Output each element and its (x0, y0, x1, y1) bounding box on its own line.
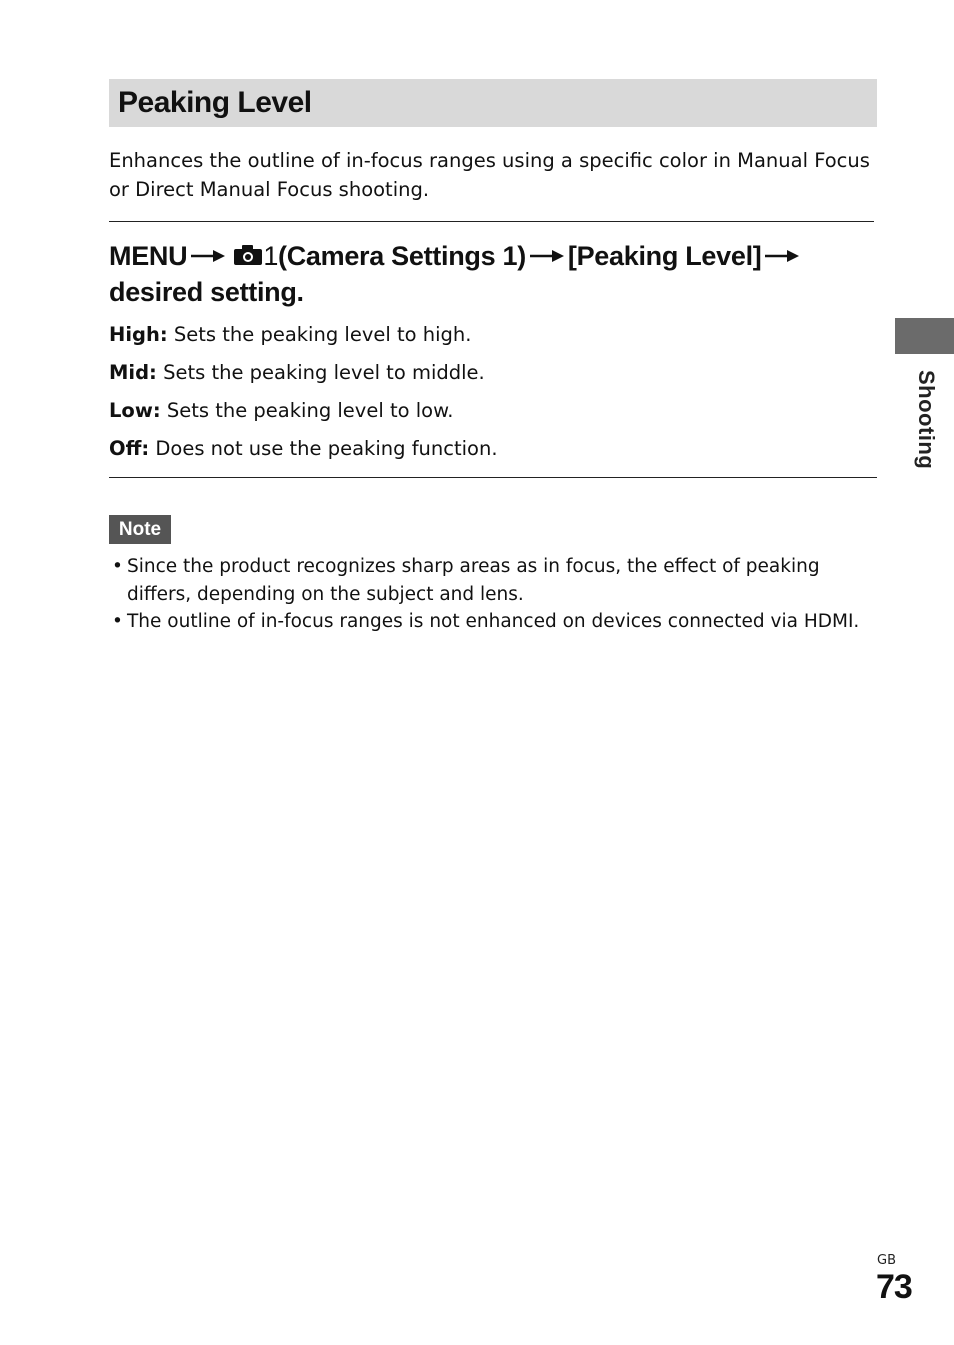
intro-text: Enhances the outline of in-focus ranges using a specific color in Manual Focus or Direct Manual Focus shooting. (109, 149, 870, 201)
camera-settings-number: 1 (263, 241, 279, 271)
option-item (109, 430, 879, 468)
menu-label: MENU (109, 241, 188, 271)
camera-icon (233, 244, 263, 266)
menu-path (109, 238, 869, 310)
arrow-right-icon (765, 249, 799, 263)
notes-list (112, 553, 862, 636)
menu-step-camera-settings: (Camera Settings 1) (278, 241, 526, 271)
page-title: Peaking Level (118, 86, 312, 119)
bottom-divider (109, 477, 877, 478)
option-desc: Sets the peaking level to high. (173, 323, 472, 346)
side-tab-label: Shooting (914, 370, 939, 470)
option-key: High: (109, 323, 168, 346)
bullet: • (112, 611, 123, 632)
option-item (109, 316, 879, 354)
option-desc: Does not use the peaking function. (155, 437, 498, 460)
option-key: Off: (109, 437, 150, 460)
note-item (112, 553, 862, 608)
option-desc: Sets the peaking level to middle. (163, 361, 485, 384)
side-tab-marker (895, 318, 954, 354)
option-key: Mid: (109, 361, 157, 384)
bullet: • (112, 556, 123, 577)
note-text: The outline of in-focus ranges is not enhanced on devices connected via HDMI. (127, 611, 860, 632)
page-number: 73 (876, 1268, 912, 1306)
region-code: GB (877, 1253, 896, 1268)
option-item (109, 354, 879, 392)
top-divider (109, 221, 874, 222)
option-desc: Sets the peaking level to low. (166, 399, 454, 422)
note-badge: Note (109, 515, 171, 544)
arrow-right-icon (191, 249, 225, 263)
option-key: Low: (109, 399, 161, 422)
option-item (109, 392, 879, 430)
menu-step-peaking-level: [Peaking Level] (567, 241, 762, 271)
options-list (109, 316, 879, 468)
arrow-right-icon (530, 249, 564, 263)
title-bar (109, 79, 877, 127)
menu-step-desired-setting: desired setting. (109, 277, 304, 307)
note-text: Since the product recognizes sharp areas as in focus, the effect of peaking differs, depending on the subject and lens. (127, 556, 820, 605)
note-item (112, 608, 862, 636)
